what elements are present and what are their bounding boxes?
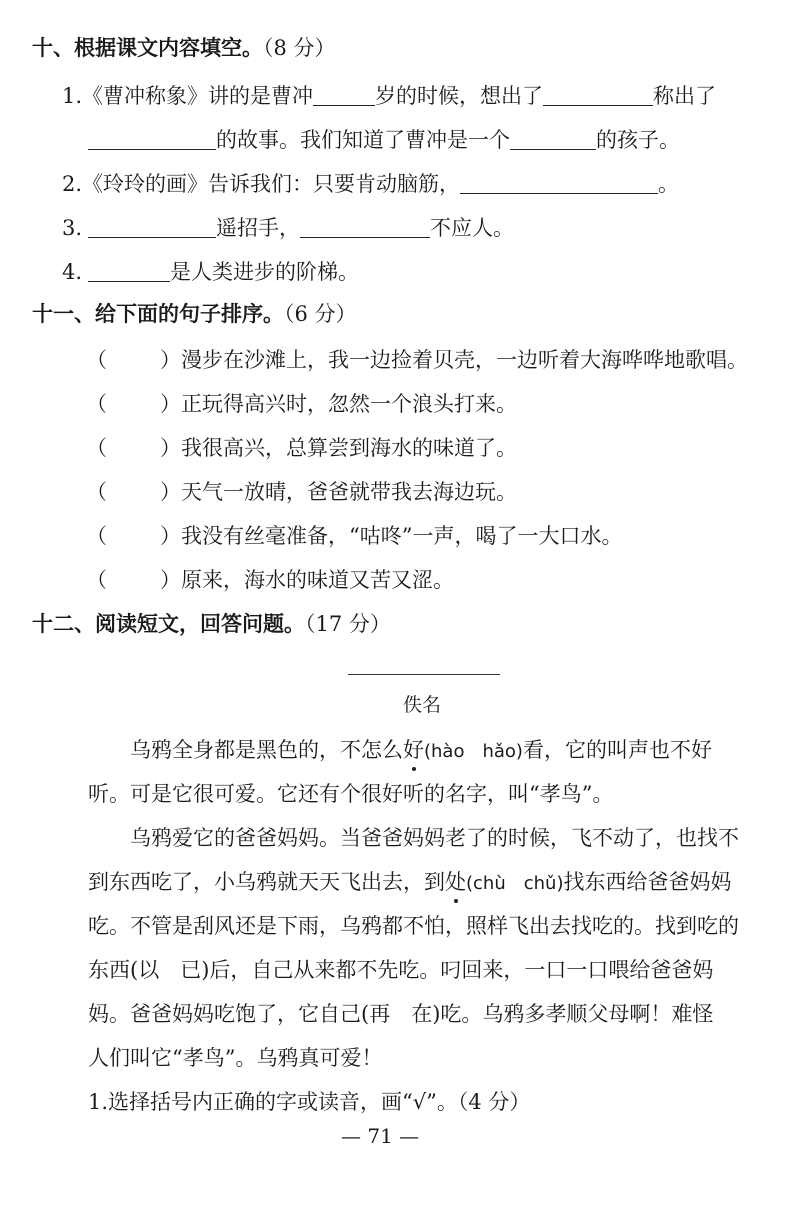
q12-1-score: （4 分） (457, 1090, 531, 1114)
order-item (86, 350, 748, 371)
passage-p2-line4: 东西(以 已)后，自己从来都不先吃。叼回来，一口一口喂给爸爸妈 (88, 958, 714, 982)
q10-3-num: 3. (62, 216, 83, 240)
section-11-title: 十一、给下面的句子排序。 (32, 302, 284, 326)
title-blank-line[interactable] (348, 674, 500, 675)
q10-1-text-e: 的孩子。 (596, 128, 680, 152)
section-12-heading (32, 614, 391, 635)
q10-2-text-a: 《玲玲的画》告诉我们：只要肯动脑筋， (82, 172, 461, 196)
passage-p2-line5: 妈。爸爸妈妈吃饱了，它自己(再 在)吃。乌鸦多孝顺父母啊！难怪 (88, 1002, 714, 1026)
blank-poem-2[interactable] (300, 216, 430, 238)
passage-p1-line1: 乌鸦全身都是黑色的，不怎么好(hào hǎo)看，它的叫声也不好 (130, 738, 712, 762)
close-paren: ） (160, 568, 181, 592)
order-item (86, 394, 517, 415)
section-10-score: （8 分） (263, 36, 336, 60)
q10-2-text-b: 。 (658, 172, 680, 196)
q10-1-text-a: 《曹冲称象》讲的是曹冲 (82, 84, 314, 108)
close-paren: ） (160, 524, 181, 548)
section-12-score: （17 分） (305, 612, 391, 636)
order-item (86, 570, 454, 591)
order-sentence: 原来，海水的味道又苦又涩。 (181, 568, 454, 592)
q10-1-num: 1. (62, 84, 83, 108)
q10-1-line2 (88, 128, 680, 151)
order-answer-box[interactable]: （ (86, 480, 107, 504)
q10-3-text-a: 遥招手， (216, 216, 301, 240)
q12-1-text: 1.选择括号内正确的字或读音，画“√”。 (88, 1090, 458, 1114)
order-item (86, 438, 517, 459)
order-answer-box[interactable]: （ (86, 524, 107, 548)
order-answer-box[interactable]: （ (86, 568, 107, 592)
q10-4 (62, 260, 359, 283)
order-sentence: 我很高兴，总算尝到海水的味道了。 (181, 436, 517, 460)
close-paren: ） (160, 392, 181, 416)
close-paren: ） (160, 348, 181, 372)
passage-p2-line3: 吃。不管是刮风还是下雨，乌鸦都不怕，照样飞出去找吃的。找到吃的 (88, 914, 739, 938)
blank-age[interactable] (313, 84, 375, 106)
q10-1-text-b: 岁的时候，想出了 (375, 84, 544, 108)
q12-1 (88, 1092, 530, 1113)
page-number: — 71 — (341, 1124, 420, 1148)
blank-story[interactable] (88, 128, 216, 150)
q10-4-text-a: 是人类进步的阶梯。 (170, 260, 360, 284)
section-10-title: 十、根据课文内容填空。 (32, 36, 263, 60)
q10-3-text-b: 不应人。 (430, 216, 515, 240)
order-sentence: 正玩得高兴时，忽然一个浪头打来。 (181, 392, 517, 416)
blank-poem-1[interactable] (88, 216, 216, 238)
q10-2-num: 2. (62, 172, 83, 196)
order-sentence: 我没有丝毫准备，“咕咚”一声，喝了一大口水。 (181, 524, 623, 548)
q10-2 (62, 172, 679, 195)
section-12-title: 十二、阅读短文，回答问题。 (32, 612, 305, 636)
order-answer-box[interactable]: （ (86, 436, 107, 460)
section-11-heading (32, 304, 357, 325)
blank-saying[interactable] (88, 260, 170, 282)
pinyin-choice[interactable]: (hào hǎo) (424, 741, 523, 762)
q10-1-text-d: 的故事。我们知道了曹冲是一个 (216, 128, 510, 152)
author: 佚名 (403, 694, 442, 716)
passage-p1-line2: 听。可是它很可爱。它还有个很好听的名字，叫“孝鸟”。 (88, 782, 614, 806)
section-11-score: （6 分） (284, 302, 357, 326)
passage-p2-line6: 人们叫它“孝鸟”。乌鸦真可爱！ (88, 1046, 383, 1070)
order-sentence: 漫步在沙滩上，我一边捡着贝壳，一边听着大海哗哗地歌唱。 (181, 348, 748, 372)
q10-4-num: 4. (62, 260, 83, 284)
blank-trait[interactable] (510, 128, 596, 150)
passage-p2-line1: 乌鸦爱它的爸爸妈妈。当爸爸妈妈老了的时候，飞不动了，也找不 (130, 826, 739, 850)
passage-p2-line2: 到东西吃了，小乌鸦就天天飞出去，到处(chù chǔ)找东西给爸爸妈妈 (88, 870, 732, 894)
order-answer-box[interactable]: （ (86, 348, 107, 372)
blank-lesson[interactable] (460, 172, 658, 194)
dotted-char: 处 (445, 870, 466, 894)
order-sentence: 天气一放晴，爸爸就带我去海边玩。 (181, 480, 517, 504)
q10-3 (62, 216, 514, 239)
dotted-char: 好 (403, 738, 424, 762)
order-answer-box[interactable]: （ (86, 392, 107, 416)
q10-1-text-c: 称出了 (653, 84, 717, 108)
q10-1-line1 (62, 84, 716, 107)
pinyin-choice[interactable]: (chù chǔ) (466, 873, 564, 894)
blank-method[interactable] (543, 84, 653, 106)
section-10-heading (32, 38, 336, 59)
order-item (86, 526, 622, 547)
order-item (86, 482, 517, 503)
close-paren: ） (160, 436, 181, 460)
close-paren: ） (160, 480, 181, 504)
